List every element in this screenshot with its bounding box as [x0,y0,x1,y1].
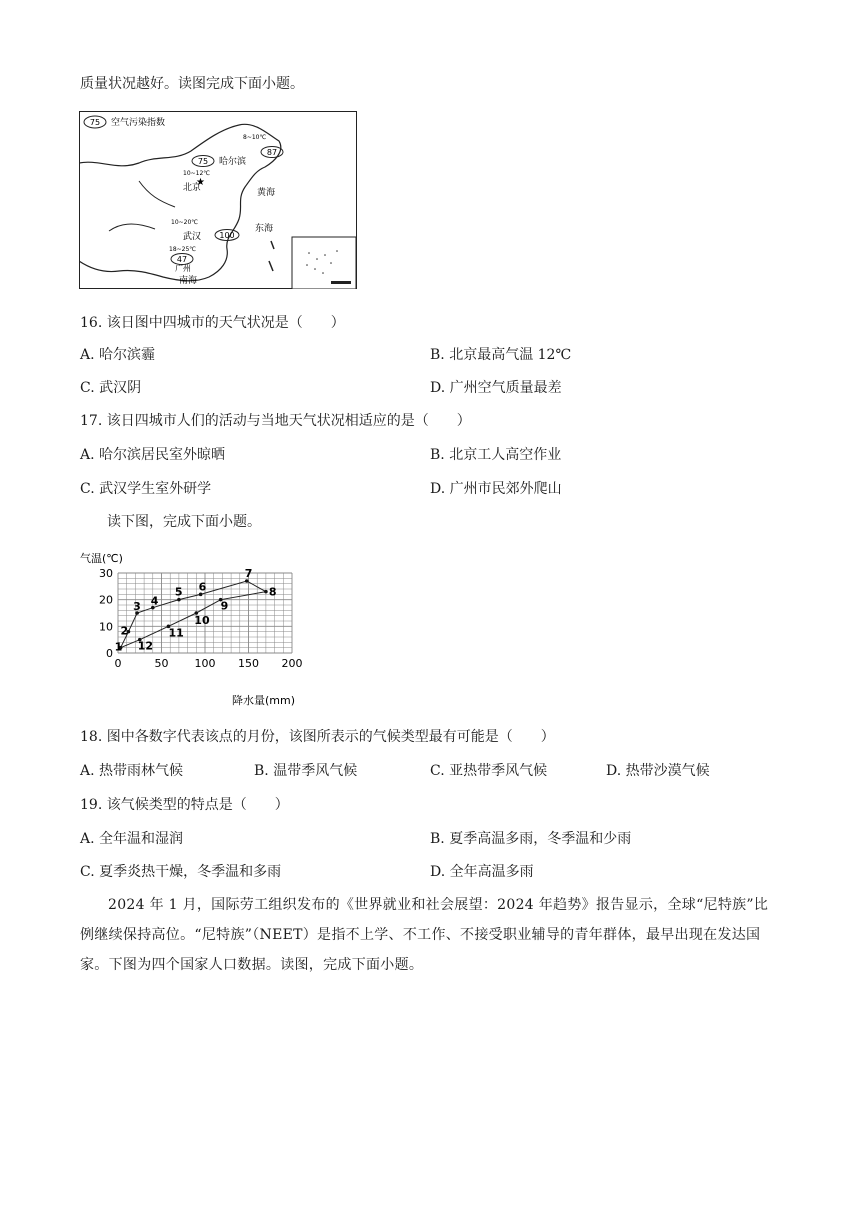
harbin-index: 75 [197,157,209,166]
point-label: 9 [220,599,229,613]
x-tick-label: 50 [154,657,169,670]
q19-stem: 19. 该气候类型的特点是（ ） [80,797,289,813]
q19-option-b[interactable]: B. 夏季高温多雨，冬季温和少雨 [430,831,632,847]
point-label: 3 [133,600,141,613]
harbin-temp: 8~10℃ [243,134,267,141]
point-label: 4 [150,594,159,608]
q18-option-d[interactable]: D. 热带沙漠气候 [606,763,710,779]
extra-index: 87 [266,148,278,157]
read-prompt: 读下图，完成下面小题。 [107,514,261,530]
point-label: 7 [244,567,253,580]
guangzhou-label: 广州 [175,264,191,273]
point-label: 6 [198,580,207,594]
q17-option-a[interactable]: A. 哈尔滨居民室外晾晒 [80,447,226,463]
point-label: 10 [194,614,210,627]
sea-yellow: 黄海 [257,188,276,198]
q18-stem: 18. 图中各数字代表该点的月份，该图所表示的气候类型最有可能是（ ） [80,729,555,745]
map-legend-value: 75 [89,118,101,127]
q17-option-b[interactable]: B. 北京工人高空作业 [430,447,562,463]
y-tick-label: 10 [99,620,113,634]
sea-south: 南海 [179,276,198,286]
map-legend-label: 空气污染指数 [111,118,166,128]
y-tick-label: 20 [99,593,113,607]
y-tick-label: 30 [99,567,113,580]
sea-east: 东海 [255,224,274,234]
point-label: 1 [114,640,123,654]
q16-option-d[interactable]: D. 广州空气质量最差 [430,380,562,396]
q17-option-c[interactable]: C. 武汉学生室外研学 [80,481,212,497]
q16-option-a[interactable]: A. 哈尔滨霾 [80,347,156,363]
weather-map [79,111,357,289]
q16-option-c[interactable]: C. 武汉阴 [80,380,142,396]
beijing-label: 北京 [183,183,202,193]
q16-stem: 16. 该日图中四城市的天气状况是（ ） [80,315,345,331]
series-line [121,581,266,648]
x-tick-label: 0 [114,657,122,670]
q16-option-b[interactable]: B. 北京最高气温 12℃ [430,347,572,363]
wuhan-temp: 10~20℃ [171,219,199,226]
guangzhou-temp: 18~25℃ [169,246,197,253]
climate-chart [74,548,314,716]
point-label: 8 [268,585,277,599]
q17-stem: 17. 该日四城市人们的活动与当地天气状况相适应的是（ ） [80,413,471,429]
intro-tail: 质量状况越好。读图完成下面小题。 [80,76,304,92]
q19-option-c[interactable]: C. 夏季炎热干燥，冬季温和多雨 [80,864,282,880]
guangzhou-index: 47 [176,255,188,264]
y-tick-label: 0 [106,647,113,660]
q18-option-c[interactable]: C. 亚热带季风气候 [430,763,548,779]
point-label: 11 [168,626,184,640]
x-tick-label: 150 [238,657,259,670]
q19-option-a[interactable]: A. 全年温和湿润 [80,831,184,847]
wuhan-label: 武汉 [183,232,202,242]
x-tick-label: 100 [194,657,216,670]
q17-option-d[interactable]: D. 广州市民郊外爬山 [430,481,562,497]
star-icon: ★ [196,177,205,188]
chart-ylabel: 气温(℃) [80,552,123,565]
point-label: 5 [174,585,183,599]
x-tick-label: 200 [281,657,303,670]
q18-option-a[interactable]: A. 热带雨林气候 [80,763,184,779]
wuhan-index: 100 [219,231,235,240]
chart-xlabel: 降水量(mm) [232,694,296,707]
q18-option-b[interactable]: B. 温带季风气候 [254,763,358,779]
harbin-label: 哈尔滨 [219,157,247,167]
closing-paragraph: 2024 年 1 月，国际劳工组织发布的《世界就业和社会展望：2024 年趋势》报告显示，全球“尼特族”比例继续保持高位。“尼特族”（NEET）是指不上学、不工作、不接受职业辅导的青年群体，最早出现在发达国家。下图为四个国家人口数据。读图，完成下面小题。 [80,897,769,973]
data-point [264,590,268,594]
q19-option-d[interactable]: D. 全年高温多雨 [430,864,534,880]
beijing-temp: 10~12℃ [183,170,211,177]
point-label: 2 [120,624,129,638]
point-label: 12 [137,639,154,653]
